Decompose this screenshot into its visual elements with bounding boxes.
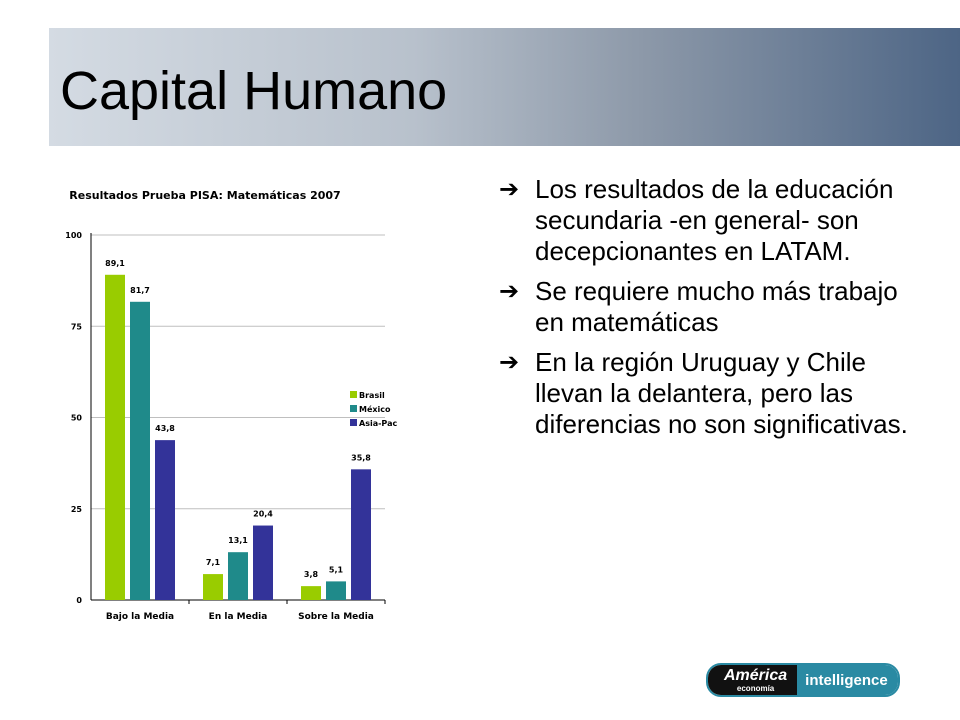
data-label: 89,1 xyxy=(105,258,125,268)
legend-label: México xyxy=(359,405,391,414)
logo-sub-text: economía xyxy=(736,683,775,693)
legend-label: Asia-Pac xyxy=(359,419,398,428)
data-label: 13,1 xyxy=(228,536,248,546)
bullet-text: En la región Uruguay y Chile llevan la delantera, pero las diferencias no son significativas. xyxy=(535,347,908,439)
bar xyxy=(105,275,125,600)
logo-left xyxy=(708,665,797,695)
y-tick-label: 75 xyxy=(70,322,82,332)
bullet-text: Se requiere mucho más trabajo en matemáticas xyxy=(535,276,898,337)
right-arrow-icon: ➔ xyxy=(499,277,520,305)
data-label: 5,1 xyxy=(328,565,344,575)
america-intelligence-logo xyxy=(706,663,900,697)
x-tick-label: Bajo la Media xyxy=(105,612,175,622)
right-arrow-icon: ➔ xyxy=(499,348,520,376)
x-tick-label: En la Media xyxy=(208,612,268,622)
y-tick-label: 100 xyxy=(65,231,82,240)
data-label: 43,8 xyxy=(155,424,175,434)
legend-swatch xyxy=(350,419,357,426)
bullet-list xyxy=(495,174,915,449)
data-label: 35,8 xyxy=(351,453,371,463)
bar xyxy=(301,586,321,600)
bar xyxy=(326,581,346,600)
data-label: 7,1 xyxy=(205,558,221,568)
bar xyxy=(228,552,248,600)
legend-label: Brasil xyxy=(359,391,385,400)
logo-right-text: intelligence xyxy=(797,665,898,695)
data-label: 81,7 xyxy=(130,285,150,295)
bullet-item xyxy=(495,347,915,440)
y-tick-label: 50 xyxy=(70,413,82,423)
logo-main-text: América xyxy=(724,666,788,684)
bullet-item xyxy=(495,174,915,267)
bar xyxy=(155,440,175,600)
chart-title: Resultados Prueba PISA: Matemáticas 2007 xyxy=(69,189,341,202)
data-label: 3,8 xyxy=(303,570,319,580)
bullet-text: Los resultados de la educación secundaria -en general- son decepcionantes en LATAM. xyxy=(535,174,894,266)
y-tick-label: 25 xyxy=(70,504,82,514)
pisa-bar-chart xyxy=(55,178,400,628)
bar xyxy=(203,574,223,600)
right-arrow-icon: ➔ xyxy=(499,175,520,203)
data-label: 20,4 xyxy=(253,509,273,519)
slide-title: Capital Humano xyxy=(60,61,448,121)
y-tick-label: 0 xyxy=(76,596,82,605)
bullet-item xyxy=(495,276,915,338)
bar xyxy=(253,526,273,600)
legend-swatch xyxy=(350,391,357,398)
x-tick-label: Sobre la Media xyxy=(298,612,374,622)
bar xyxy=(130,302,150,600)
bar xyxy=(351,469,371,600)
legend-swatch xyxy=(350,405,357,412)
